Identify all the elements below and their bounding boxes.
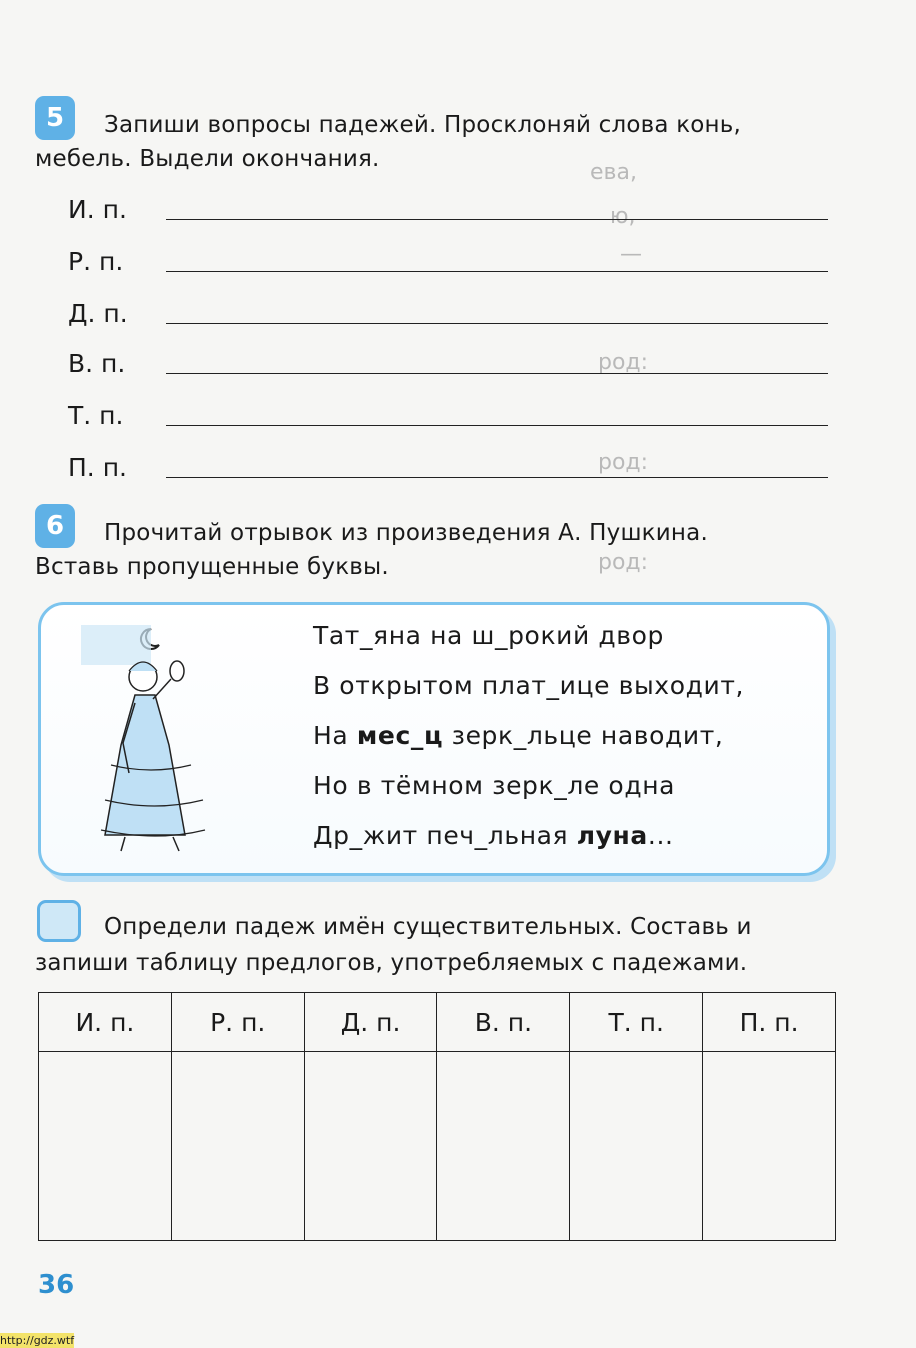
- task-5-instruction-line1: Запиши вопросы падежей. Просклоняй слова конь,: [104, 112, 742, 138]
- table-row[interactable]: [39, 1052, 836, 1241]
- case-answer-row[interactable]: [68, 238, 828, 278]
- answer-line[interactable]: [166, 271, 828, 272]
- poem-line-2: В открытом плат_ице выходит,: [313, 671, 745, 700]
- table-header-cell: Р. п.: [171, 993, 304, 1052]
- answer-line[interactable]: [166, 323, 828, 324]
- prepositions-table: [38, 992, 836, 1241]
- table-header-cell: В. п.: [437, 993, 570, 1052]
- task-7-badge: [37, 900, 81, 942]
- poem-fragment: Др_жит печ_льная: [313, 821, 577, 850]
- case-answer-row[interactable]: [68, 340, 828, 380]
- poem-frame: [38, 602, 830, 876]
- case-answer-row[interactable]: [68, 392, 828, 432]
- task-7-instruction-line2: запиши таблицу предлогов, употребляемых с падежами.: [35, 950, 748, 976]
- tatiana-illustration: [81, 615, 241, 865]
- poem-line-3: [313, 721, 723, 750]
- answer-line[interactable]: [166, 373, 828, 374]
- table-answer-cell[interactable]: [703, 1052, 836, 1241]
- answer-line[interactable]: [166, 477, 828, 478]
- source-url[interactable]: http://gdz.wtf: [0, 1334, 75, 1347]
- table-answer-cell[interactable]: [570, 1052, 703, 1241]
- case-answer-row[interactable]: [68, 186, 828, 226]
- poem-line-1: Тат_яна на ш_рокий двор: [313, 621, 664, 650]
- poem-line-5: [313, 821, 674, 850]
- table-answer-cell[interactable]: [39, 1052, 172, 1241]
- poem-fragment: На: [313, 721, 357, 750]
- case-answer-row[interactable]: [68, 444, 828, 484]
- page-number: 36: [38, 1270, 75, 1300]
- table-answer-cell[interactable]: [437, 1052, 570, 1241]
- answer-line[interactable]: [166, 425, 828, 426]
- poem-bold-word: мес_ц: [356, 721, 444, 750]
- table-header-cell: Д. п.: [304, 993, 437, 1052]
- case-label: В. п.: [68, 349, 126, 378]
- table-answer-cell[interactable]: [171, 1052, 304, 1241]
- table-header-cell: Т. п.: [570, 993, 703, 1052]
- table-header-cell: П. п.: [703, 993, 836, 1052]
- case-label: Т. п.: [68, 401, 124, 430]
- answer-line[interactable]: [166, 219, 828, 220]
- case-label: П. п.: [68, 453, 127, 482]
- case-label: Д. п.: [68, 299, 128, 328]
- bleed-through-background: ева, ю, — род: род: род:: [590, 160, 649, 575]
- task-5-instruction-line2: мебель. Выдели окончания.: [35, 146, 380, 172]
- task-6-number: 6: [45, 511, 65, 541]
- task-5-number: 5: [45, 103, 65, 133]
- task-7-instruction-line1: Определи падеж имён существительных. Составь и: [104, 914, 752, 940]
- table-header-row: [39, 993, 836, 1052]
- case-label: И. п.: [68, 195, 127, 224]
- case-label: Р. п.: [68, 247, 124, 276]
- table-header-cell: И. п.: [39, 993, 172, 1052]
- task-6-instruction-line2: Вставь пропущенные буквы.: [35, 554, 389, 580]
- task-6-instruction-line1: Прочитай отрывок из произведения А. Пушкина.: [104, 520, 708, 546]
- table-answer-cell[interactable]: [304, 1052, 437, 1241]
- poem-bold-word: луна: [576, 821, 648, 850]
- task-5-badge: [35, 96, 75, 140]
- poem-line-4: Но в тёмном зерк_ле одна: [313, 771, 676, 800]
- task-6-badge: [35, 504, 75, 548]
- case-answer-row[interactable]: [68, 290, 828, 330]
- poem-fragment: ...: [647, 821, 674, 850]
- poem-fragment: зерк_льце наводит,: [443, 721, 724, 750]
